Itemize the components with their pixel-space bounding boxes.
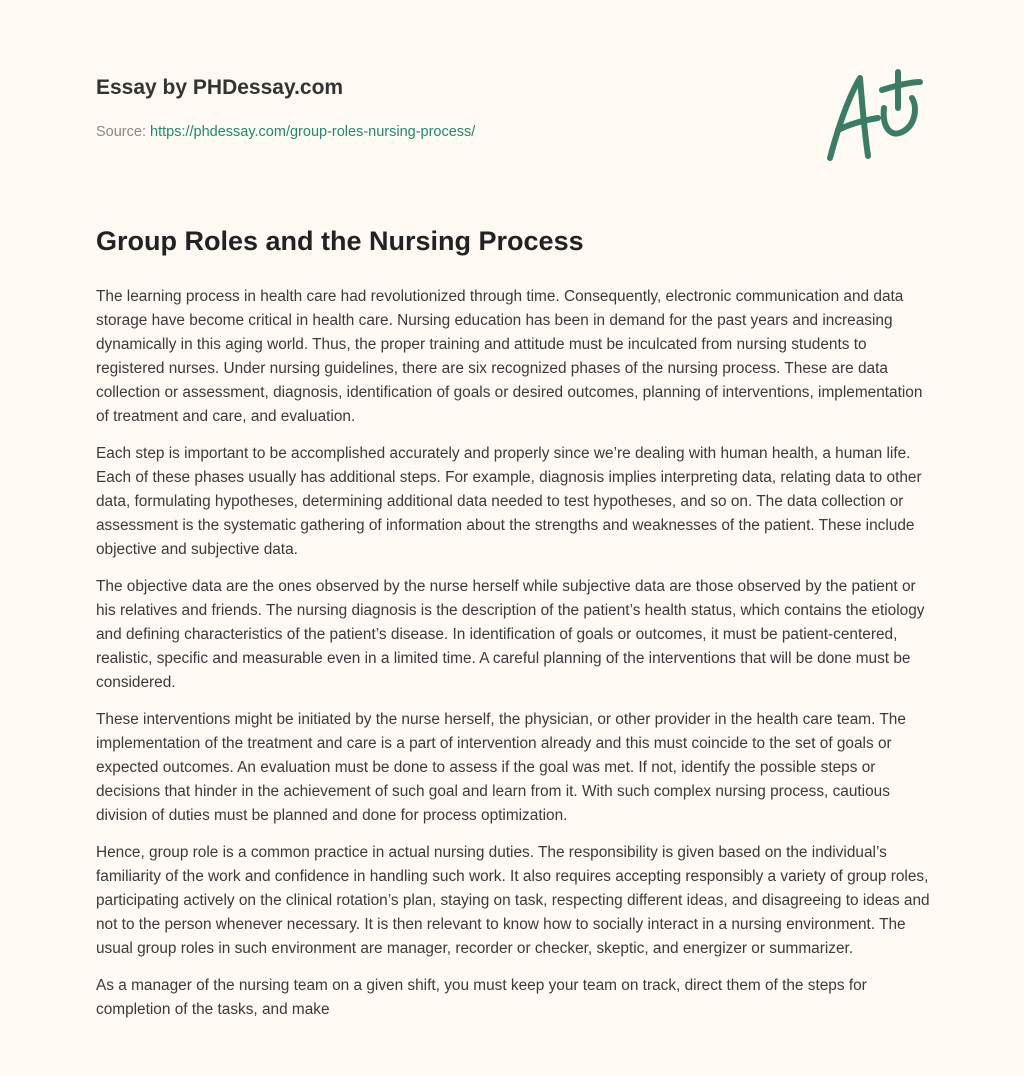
- source-line: [96, 124, 475, 140]
- essay-paragraph: Each step is important to be accomplished accurately and properly since we’re dealing with human health, a human life. Each of these phases usually has additional steps. For example, diagnosis implies interpreting data, relating data to other data, formulating hypotheses, determining additional data needed to test hypotheses, and so on. The data collection or assessment is the systematic gathering of information about the strengths and weaknesses of the patient. These include objective and subjective data.: [96, 445, 922, 558]
- essay-paragraph: The learning process in health care had revolutionized through time. Consequently, electronic communication and data storage have become critical in health care. Nursing education has been in demand for the past years and increasing dynamically in this aging world. Thus, the proper training and attitude must be inculcated from nursing students to registered nurses. Under nursing guidelines, there are six recognized phases of the nursing process. These are data collection or assessment, diagnosis, identification of goals or desired outcomes, planning of interventions, implementation of treatment and care, and evaluation.: [96, 288, 923, 425]
- essay-paragraph: These interventions might be initiated by the nurse herself, the physician, or other provider in the health care team. The implementation of the treatment and care is a part of intervention already and this must coincide to the set of goals or expected outcomes. An evaluation must be done to assess if the goal was met. If not, identify the possible steps or decisions that hinder in the achievement of such goal and learn from it. With such complex nursing process, cautious division of duties must be planned and done for process optimization.: [96, 711, 906, 824]
- essay-body: [96, 285, 932, 1035]
- essay-paragraph: Hence, group role is a common practice in actual nursing duties. The responsibility is given based on the individual’s familiarity of the work and confidence in handling such work. It also requires accepting responsibly a variety of group roles, participating actively on the clinical rotation’s plan, staying on task, respecting different ideas, and disagreeing to ideas and not to the person whenever necessary. It is then relevant to know how to socially interact in a nursing environment. The usual group roles in such environment are manager, recorder or checker, skeptic, and energizer or summarizer.: [96, 844, 930, 957]
- source-label: Source:: [96, 124, 146, 140]
- essay-paragraph: The objective data are the ones observed by the nurse herself while subjective data are those observed by the patient or his relatives and friends. The nursing diagnosis is the description of the patient’s health status, which contains the etiology and defining characteristics of the patient’s disease. In identification of goals or outcomes, it must be patient-centered, realistic, specific and measurable even in a limited time. A careful planning of the interventions that will be done must be considered.: [96, 578, 925, 691]
- site-brand: Essay by PHDessay.com: [96, 76, 344, 99]
- essay-paragraph: As a manager of the nursing team on a given shift, you must keep your team on track, direct them of the steps for completion of the tasks, and make: [96, 977, 867, 1018]
- essay-title: Group Roles and the Nursing Process: [96, 226, 584, 256]
- source-link[interactable]: https://phdessay.com/group-roles-nursing-process/: [150, 124, 476, 140]
- a-plus-logo-icon: [820, 68, 930, 168]
